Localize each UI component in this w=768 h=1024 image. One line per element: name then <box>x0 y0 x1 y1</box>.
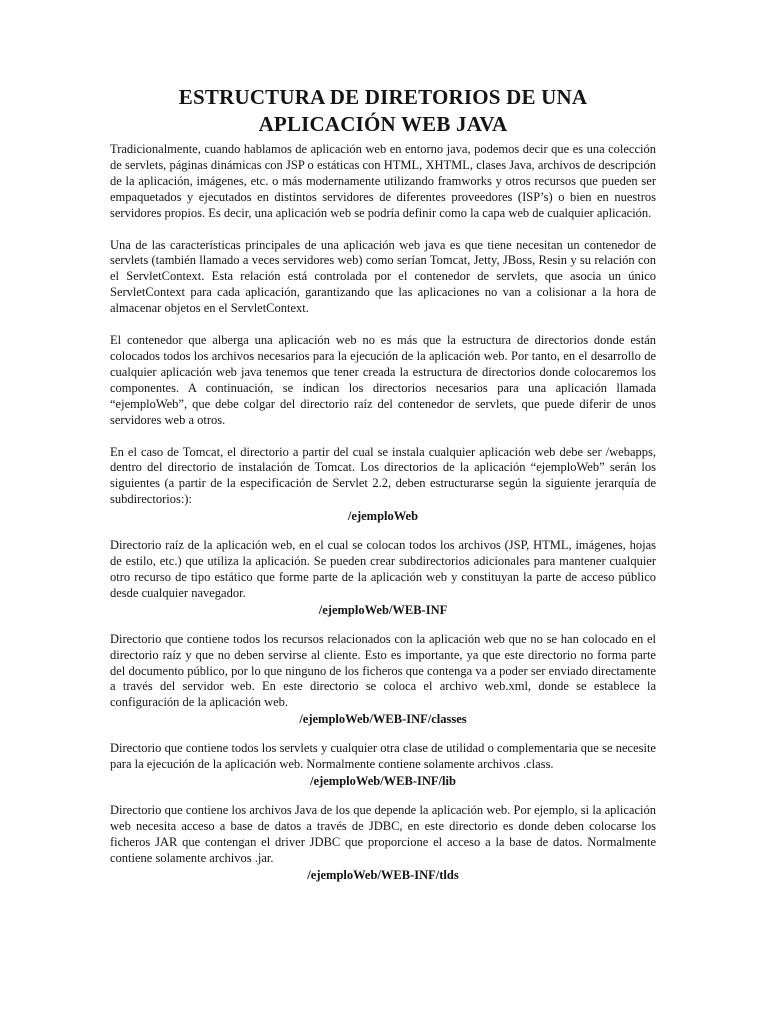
section-heading-root: /ejemploWeb <box>347 509 419 524</box>
section-text-web-inf: Directorio que contiene todos los recursos relacionados con la aplicación web que no se han colocado en el directorio raíz y que no deben servirse al cliente. Esto es importante, ya que este directorio no forma parte del documento público, por lo que ninguno de los ficheros que contenga va a poder ser enviado directamente a través del servidor web. En este directorio se coloca el archivo web.xml, donde se establece la configuración de la aplicación web. <box>110 631 656 710</box>
section-heading-tlds: /ejemploWeb/WEB-INF/tlds <box>307 867 459 882</box>
document-title: ESTRUCTURA DE DIRETORIOS DE UNA APLICACIÓN WEB JAVA <box>178 85 588 136</box>
section-heading-web-inf: /ejemploWeb/WEB-INF <box>318 602 448 617</box>
paragraph-intro: Tradicionalmente, cuando hablamos de aplicación web en entorno java, podemos decir que es una colección de servlets, páginas dinámicas con JSP o estáticas con HTML, XHTML, clases Java, archivos de descripción de la aplicación, imágenes, etc. o más modernamente utilizando framworks y otros recursos que pueden ser empaquetados y ejecutados en distintos servidores de diferentes proveedores (ISP’s) o bien en nuestros servidores propios. Es decir, una aplicación web se podría definir como la capa web de cualquier aplicación. <box>110 142 656 220</box>
section-text-lib: Directorio que contiene los archivos Java de los que depende la aplicación web. Por ejemplo, si la aplicación web necesita acceso a base de datos a través de JDBC, en este directorio es donde deben colocarse los ficheros JAR que contengan el driver JDBC que proporcione el acceso a la base de datos. Normalmente contiene solamente archivos .jar. <box>110 803 656 865</box>
paragraph-tomcat: En el caso de Tomcat, el directorio a partir del cual se instala cualquier aplicación web debe ser /webapps, dentro del directorio de instalación de Tomcat. Los directorios de la aplicación “ejemploWeb” serán los siguientes (a partir de la especificación de Servlet 2.2, deben estructurarse según la siguiente jerarquía de subdirectorios:): <box>110 444 656 507</box>
paragraph-directory-structure: El contenedor que alberga una aplicación web no es más que la estructura de directorios donde están colocados todos los archivos necesarios para la ejecución de la aplicación web. Por tanto, en el desarrollo de cualquier aplicación web java tenemos que tener creada la estructura de directorios donde colocaremos los componentes. A continuación, se indican los directorios necesarios para una aplicación llamada “ejemploWeb”, que debe colgar del directorio raíz del contenedor de servlets, que puede diferir de unos servidores web a otros. <box>110 333 656 427</box>
paragraph-servlet-container: Una de las características principales de una aplicación web java es que tiene necesitan un contenedor de servlets (también llamado a veces servidores web) como serían Tomcat, Jetty, JBoss, Resin y su relación con el ServletContext. Esta relación está controlada por el contenedor de servlets, que asocia un único ServletContext para cada aplicación, garantizando que las aplicaciones no van a colisionar a la hora de almacenar objetos en el ServletContext. <box>110 237 656 316</box>
section-text-classes: Directorio que contiene todos los servlets y cualquier otra clase de utilidad o complementaria que se necesite para la ejecución de la aplicación web. Normalmente contiene solamente archivos .class. <box>110 741 656 772</box>
section-heading-lib: /ejemploWeb/WEB-INF/lib <box>310 774 456 789</box>
section-heading-classes: /ejemploWeb/WEB-INF/classes <box>299 712 467 727</box>
section-text-root: Directorio raíz de la aplicación web, en el cual se colocan todos los archivos (JSP, HTML, imágenes, hojas de estilo, etc.) que utiliza la aplicación. Se pueden crear subdirectorios adicionales para mantener cualquier otro recurso de tipo estático que forme parte de la aplicación web y constituyan la parte de acceso público desde cualquier navegador. <box>110 538 656 600</box>
